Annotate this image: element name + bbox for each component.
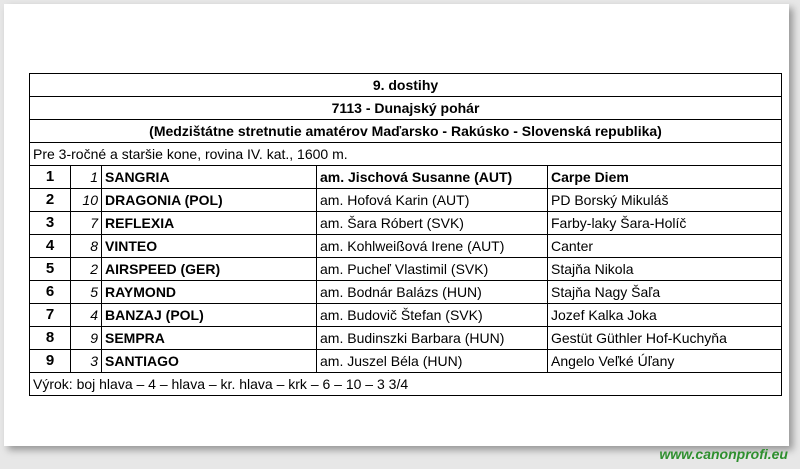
- table-row: [30, 235, 782, 258]
- horse-number: 8: [71, 235, 102, 258]
- owner-name: PD Borský Mikuláš: [548, 189, 782, 212]
- jockey-name: am. Budovič Štefan (SVK): [317, 304, 548, 327]
- race-results-table: [29, 73, 782, 396]
- finish-position: 2: [30, 189, 71, 212]
- horse-number: 2: [71, 258, 102, 281]
- race-conditions: Pre 3-ročné a staršie kone, rovina IV. kat., 1600 m.: [30, 143, 782, 166]
- race-name: 7113 - Dunajský pohár: [30, 97, 782, 120]
- race-name-row: [30, 97, 782, 120]
- table-row: [30, 212, 782, 235]
- jockey-name: am. Bodnár Balázs (HUN): [317, 281, 548, 304]
- jockey-name: am. Juszel Béla (HUN): [317, 350, 548, 373]
- finish-position: 8: [30, 327, 71, 350]
- owner-name: Jozef Kalka Joka: [548, 304, 782, 327]
- owner-name: Carpe Diem: [548, 166, 782, 189]
- finish-position: 4: [30, 235, 71, 258]
- table-row: [30, 327, 782, 350]
- owner-name: Stajňa Nagy Šaľa: [548, 281, 782, 304]
- owner-name: Farby-laky Šara-Holíč: [548, 212, 782, 235]
- jockey-name: am. Šara Róbert (SVK): [317, 212, 548, 235]
- jockey-name: am. Hofová Karin (AUT): [317, 189, 548, 212]
- jockey-name: am. Jischová Susanne (AUT): [317, 166, 548, 189]
- table-row: [30, 281, 782, 304]
- owner-name: Stajňa Nikola: [548, 258, 782, 281]
- horse-number: 10: [71, 189, 102, 212]
- owner-name: Gestüt Güthler Hof-Kuchyňa: [548, 327, 782, 350]
- horse-number: 1: [71, 166, 102, 189]
- jockey-name: am. Budinszki Barbara (HUN): [317, 327, 548, 350]
- horse-number: 4: [71, 304, 102, 327]
- horse-name: BANZAJ (POL): [102, 304, 317, 327]
- race-subtitle-row: [30, 120, 782, 143]
- finish-position: 9: [30, 350, 71, 373]
- race-subtitle: (Medzištátne stretnutie amatérov Maďarsko - Rakúsko - Slovenská republika): [30, 120, 782, 143]
- owner-name: Canter: [548, 235, 782, 258]
- horse-name: SEMPRA: [102, 327, 317, 350]
- owner-name: Angelo Veľké Úľany: [548, 350, 782, 373]
- title-row: [30, 74, 782, 97]
- horse-name: RAYMOND: [102, 281, 317, 304]
- horse-name: SANTIAGO: [102, 350, 317, 373]
- horse-number: 3: [71, 350, 102, 373]
- finish-position: 1: [30, 166, 71, 189]
- table-row: [30, 350, 782, 373]
- watermark-url: www.canonprofi.eu: [659, 446, 788, 462]
- horse-number: 5: [71, 281, 102, 304]
- conditions-row: [30, 143, 782, 166]
- document-sheet: [4, 4, 789, 446]
- finish-position: 6: [30, 281, 71, 304]
- finish-position: 5: [30, 258, 71, 281]
- jockey-name: am. Pucheľ Vlastimil (SVK): [317, 258, 548, 281]
- horse-name: AIRSPEED (GER): [102, 258, 317, 281]
- finish-position: 3: [30, 212, 71, 235]
- finish-margins: Výrok: boj hlava – 4 – hlava – kr. hlava – krk – 6 – 10 – 3 3/4: [30, 373, 782, 396]
- table-row: [30, 166, 782, 189]
- horse-number: 9: [71, 327, 102, 350]
- table-row: [30, 189, 782, 212]
- table-row: [30, 258, 782, 281]
- horse-name: VINTEO: [102, 235, 317, 258]
- horse-number: 7: [71, 212, 102, 235]
- horse-name: SANGRIA: [102, 166, 317, 189]
- horse-name: DRAGONIA (POL): [102, 189, 317, 212]
- table-row: [30, 304, 782, 327]
- jockey-name: am. Kohlweißová Irene (AUT): [317, 235, 548, 258]
- horse-name: REFLEXIA: [102, 212, 317, 235]
- margins-row: [30, 373, 782, 396]
- race-title: 9. dostihy: [30, 74, 782, 97]
- finish-position: 7: [30, 304, 71, 327]
